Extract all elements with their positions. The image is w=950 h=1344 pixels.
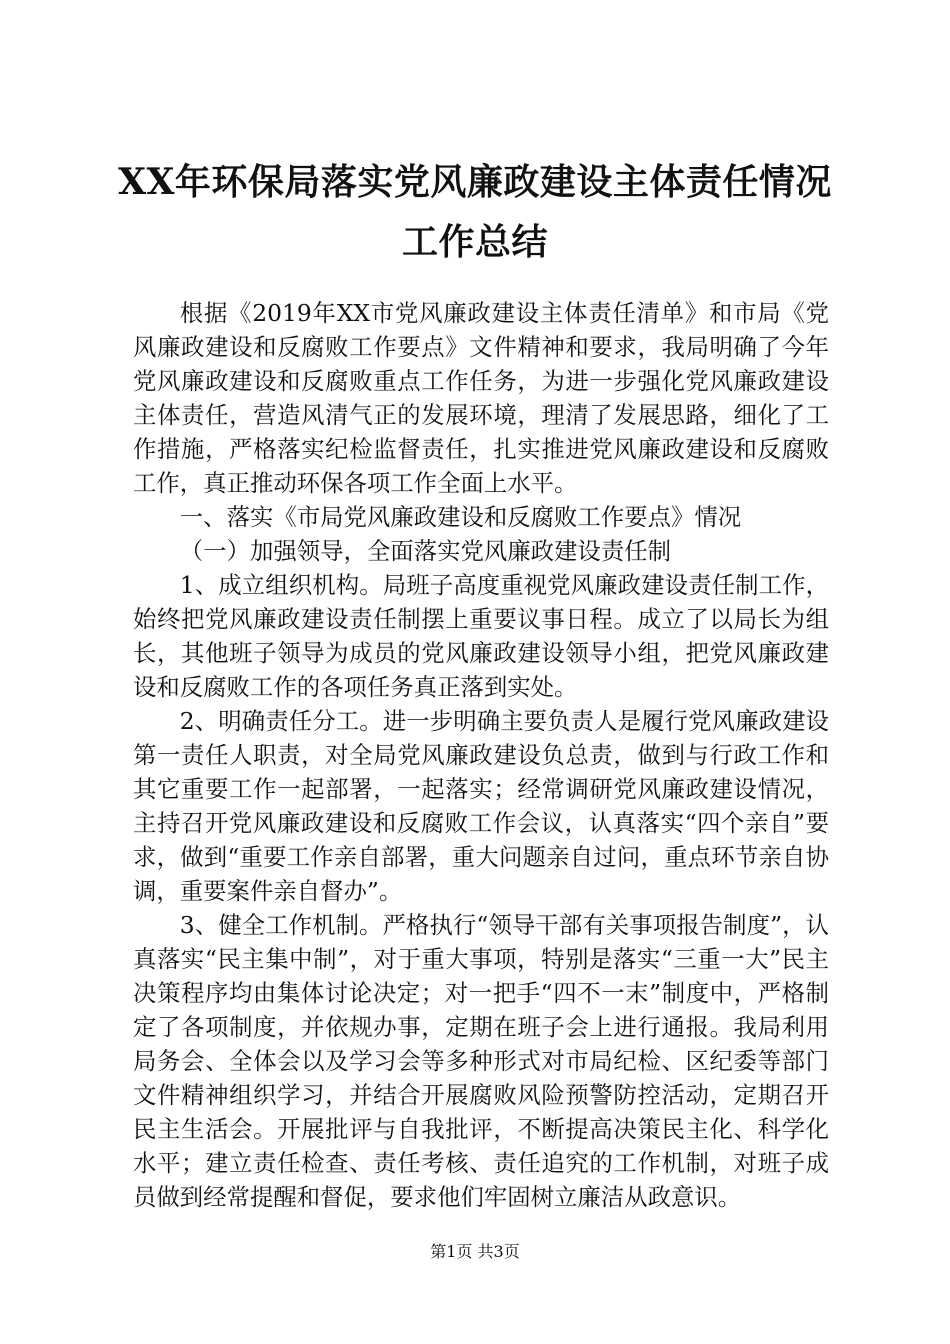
page-footer: 第1页 共3页 — [430, 1242, 520, 1261]
body-paragraph: 2、明确责任分工。进一步明确主要负责人是履行党风廉政建设第一责任人职责，对全局党风廉政建设负总责，做到与行政工作和其它重要工作一起部署，一起落实；经常调研党风廉政建设情况，主持召开党风廉政建设和反腐败工作会议，认真落实“四个亲自”要求，做到“重要工作亲自部署，重大问题亲自过问，重点环节亲自协调，重要案件亲自督办”。 — [133, 707, 829, 905]
body-paragraph: 1、成立组织机构。局班子高度重视党风廉政建设责任制工作，始终把党风廉政建设责任制摆上重要议事日程。成立了以局长为组长，其他班子领导为成员的党风廉政建设领导小组，把党风廉政建设和反腐败工作的各项任务真正落到实处。 — [133, 571, 829, 701]
section-heading: 一、落实《市局党风廉政建设和反腐败工作要点》情况 — [179, 503, 742, 531]
document-title-line-2: 工作总结 — [401, 221, 548, 263]
document-body — [133, 296, 829, 1214]
document-title-line-1: XX年环保局落实党风廉政建设主体责任情况 — [118, 161, 832, 203]
subsection-heading: （一）加强领导，全面落实党风廉政建设责任制 — [179, 537, 671, 565]
body-paragraph: 3、健全工作机制。严格执行“领导干部有关事项报告制度”，认真落实“民主集中制”，对于重大事项，特别是落实“三重一大”民主决策程序均由集体讨论决定；对一把手“四不一末”制度中，严格制定了各项制度，并依规办事，定期在班子会上进行通报。我局利用局务会、全体会以及学习会等多种形式对市局纪检、区纪委等部门文件精神组织学习，并结合开展腐败风险预警防控活动，定期召开民主生活会。开展批评与自我批评，不断提高决策民主化、科学化水平；建立责任检查、责任考核、责任追究的工作机制，对班子成员做到经常提醒和督促，要求他们牢固树立廉洁从政意识。 — [133, 911, 829, 1211]
intro-paragraph: 根据《2019年XX市党风廉政建设主体责任清单》和市局《党风廉政建设和反腐败工作要点》文件精神和要求，我局明确了今年党风廉政建设和反腐败重点工作任务，为进一步强化党风廉政建设主体责任，营造风清气正的发展环境，理清了发展思路，细化了工作措施，严格落实纪检监督责任，扎实推进党风廉政建设和反腐败工作，真正推动环保各项工作全面上水平。 — [133, 299, 829, 497]
